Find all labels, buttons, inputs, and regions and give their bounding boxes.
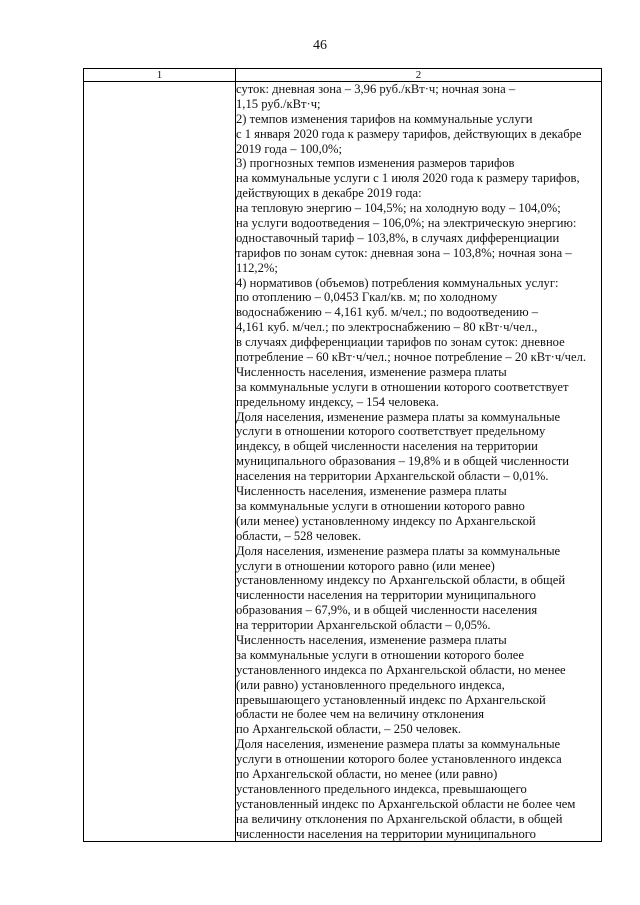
page-number: 46 — [313, 38, 327, 53]
text-line: Численность населения, изменение размера платы — [236, 632, 507, 647]
left-cell — [84, 82, 236, 842]
text-line: области не более чем на величину отклонения — [236, 707, 485, 722]
text-line: установленного индекса по Архангельской области, но менее — [236, 662, 566, 677]
text-line: установленный индекс по Архангельской области не более чем — [236, 796, 576, 811]
text-line: численности населения на территории муниципального — [236, 588, 536, 603]
text-line: 112,2%; — [236, 260, 278, 275]
right-cell — [236, 82, 602, 842]
text-line: образования – 67,9%, и в общей численности населения — [236, 603, 538, 618]
text-block — [236, 82, 601, 841]
text-line: Численность населения, изменение размера платы — [236, 364, 507, 379]
text-line: 1,15 руб./кВт·ч; — [236, 96, 321, 111]
text-line: муниципального образования – 19,8% и в общей численности — [236, 454, 570, 469]
table-row — [84, 82, 602, 842]
text-line: 2019 года – 100,0%; — [236, 141, 343, 156]
text-line: 3) прогнозных темпов изменения размеров тарифов — [236, 156, 515, 171]
text-line: Численность населения, изменение размера платы — [236, 484, 507, 499]
text-line: на коммунальные услуги с 1 июля 2020 года к размеру тарифов, — [236, 171, 580, 186]
text-line: установленному индексу по Архангельской области, в общей — [236, 573, 566, 588]
text-line: населения на территории Архангельской области – 0,01%. — [236, 469, 549, 484]
text-line: тарифов по зонам суток: дневная зона – 103,8%; ночная зона – — [236, 245, 572, 260]
text-line: на тепловую энергию – 104,5%; на холодную воду – 104,0%; — [236, 201, 561, 216]
text-line: 4) нормативов (объемов) потребления коммунальных услуг: — [236, 275, 559, 290]
text-line: за коммунальные услуги в отношении которого равно — [236, 498, 525, 513]
text-line: Доля населения, изменение размера платы за коммунальные — [236, 737, 561, 752]
text-line: действующих в декабре 2019 года: — [236, 186, 422, 201]
text-line: потребление – 60 кВт·ч/чел.; ночное потребление – 20 кВт·ч/чел. — [236, 350, 587, 365]
column-header-2: 2 — [236, 69, 602, 82]
text-line: суток: дневная зона – 3,96 руб./кВт·ч; ночная зона – — [236, 82, 516, 96]
text-line: услуги в отношении которого равно (или менее) — [236, 558, 495, 573]
table-header-row — [84, 69, 602, 82]
text-line: области, – 528 человек. — [236, 528, 362, 543]
text-line: за коммунальные услуги в отношении которого более — [236, 647, 524, 662]
text-line: по отоплению – 0,0453 Гкал/кв. м; по холодному — [236, 290, 498, 305]
text-line: с 1 января 2020 года к размеру тарифов, действующих в декабре — [236, 126, 582, 141]
text-line: 2) темпов изменения тарифов на коммунальные услуги — [236, 111, 533, 126]
text-line: (или менее) установленному индексу по Архангельской — [236, 513, 536, 528]
text-line: на услуги водоотведения – 106,0%; на электрическую энергию: — [236, 216, 577, 231]
text-line: услуги в отношении которого соответствует предельному — [236, 424, 546, 439]
text-line: по Архангельской области, но менее (или равно) — [236, 766, 498, 781]
text-line: на территории Архангельской области – 0,05%. — [236, 618, 491, 633]
text-line: установленного предельного индекса, превышающего — [236, 781, 527, 796]
text-line: по Архангельской области, – 250 человек. — [236, 722, 462, 737]
text-line: за коммунальные услуги в отношении которого соответствует — [236, 379, 569, 394]
text-line: в случаях дифференциации тарифов по зонам суток: дневное — [236, 335, 565, 350]
text-line: водоснабжению – 4,161 куб. м/чел.; по водоотведению – — [236, 305, 539, 320]
document-table — [83, 68, 602, 842]
text-line: Доля населения, изменение размера платы за коммунальные — [236, 543, 561, 558]
text-line: одноставочный тариф – 103,8%, в случаях дифференциации — [236, 230, 560, 245]
text-line: услуги в отношении которого более установленного индекса — [236, 752, 562, 767]
text-line: 4,161 куб. м/чел.; по электроснабжению – 80 кВт·ч/чел., — [236, 320, 538, 335]
text-line: превышающего установленный индекс по Архангельской — [236, 692, 546, 707]
text-line: (или равно) установленного предельного индекса, — [236, 677, 505, 692]
text-line: на величину отклонения по Архангельской области, в общей — [236, 811, 563, 826]
text-line: индексу, в общей численности населения на территории — [236, 439, 538, 454]
text-line: численности населения на территории муниципального — [236, 826, 536, 841]
text-line: предельному индексу, – 154 человека. — [236, 394, 439, 409]
text-line: Доля населения, изменение размера платы за коммунальные — [236, 409, 561, 424]
column-header-1: 1 — [84, 69, 236, 82]
